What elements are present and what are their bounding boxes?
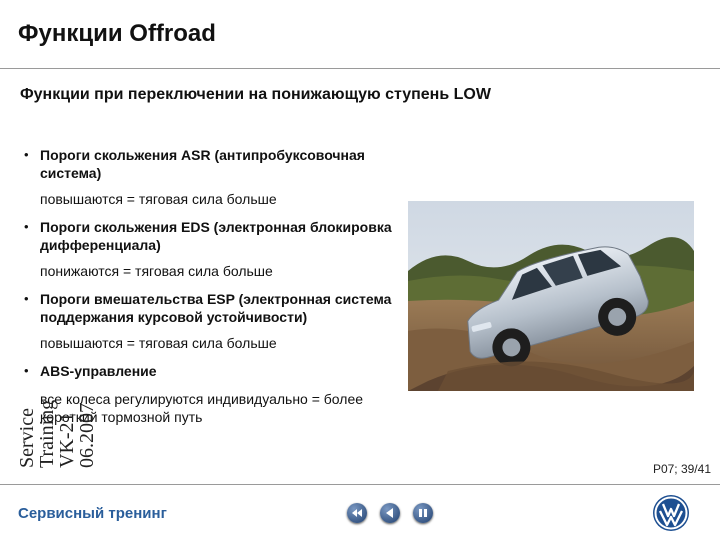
header-divider — [0, 68, 720, 69]
bullet-detail: повышаются = тяговая сила больше — [40, 335, 277, 351]
page-number: P07; 39/41 — [652, 462, 711, 476]
bullet-heading: Пороги вмешательства ESP (электронная система поддержания курсовой устойчивости) — [40, 291, 392, 325]
bullet-icon: • — [24, 291, 29, 306]
bullet-item-asr — [24, 146, 394, 208]
watermark-line: Service — [16, 408, 38, 468]
rewind-icon[interactable] — [347, 503, 367, 523]
footer-divider — [0, 484, 720, 485]
watermark-line: VK-21 — [56, 412, 78, 468]
bullet-heading: ABS-управление — [40, 363, 157, 379]
vertical-watermark — [8, 378, 128, 478]
bullet-heading-rest: (электронная блокировка дифференциала) — [40, 219, 392, 253]
bullet-icon: • — [24, 219, 29, 234]
bullet-item-esp — [24, 290, 394, 352]
bullet-heading: Пороги скольжения ASR (антипробуксовочная система) — [40, 147, 365, 181]
bullet-item-eds — [24, 218, 394, 280]
watermark-line: 06.2007 — [76, 403, 98, 468]
watermark-line: Training — [36, 399, 58, 468]
bullet-detail: понижаются = тяговая сила больше — [40, 263, 273, 279]
footer-label: Сервисный тренинг — [18, 505, 167, 522]
back-icon[interactable] — [380, 503, 400, 523]
bullet-detail: все колеса регулируются индивидуально = более короткий тормозной путь — [40, 391, 364, 425]
slide-title: Функции Offroad — [18, 20, 216, 47]
bullet-heading: Пороги скольжения EDS — [40, 219, 210, 235]
slide-subtitle: Функции при переключении на понижающую ступень LOW — [20, 86, 491, 103]
bullet-detail: повышаются = тяговая сила больше — [40, 191, 277, 207]
offroad-car-photo — [408, 201, 694, 391]
bullet-icon: • — [24, 147, 29, 162]
bullet-icon: • — [24, 363, 29, 378]
pause-icon[interactable] — [413, 503, 433, 523]
vw-logo-icon — [652, 494, 690, 532]
